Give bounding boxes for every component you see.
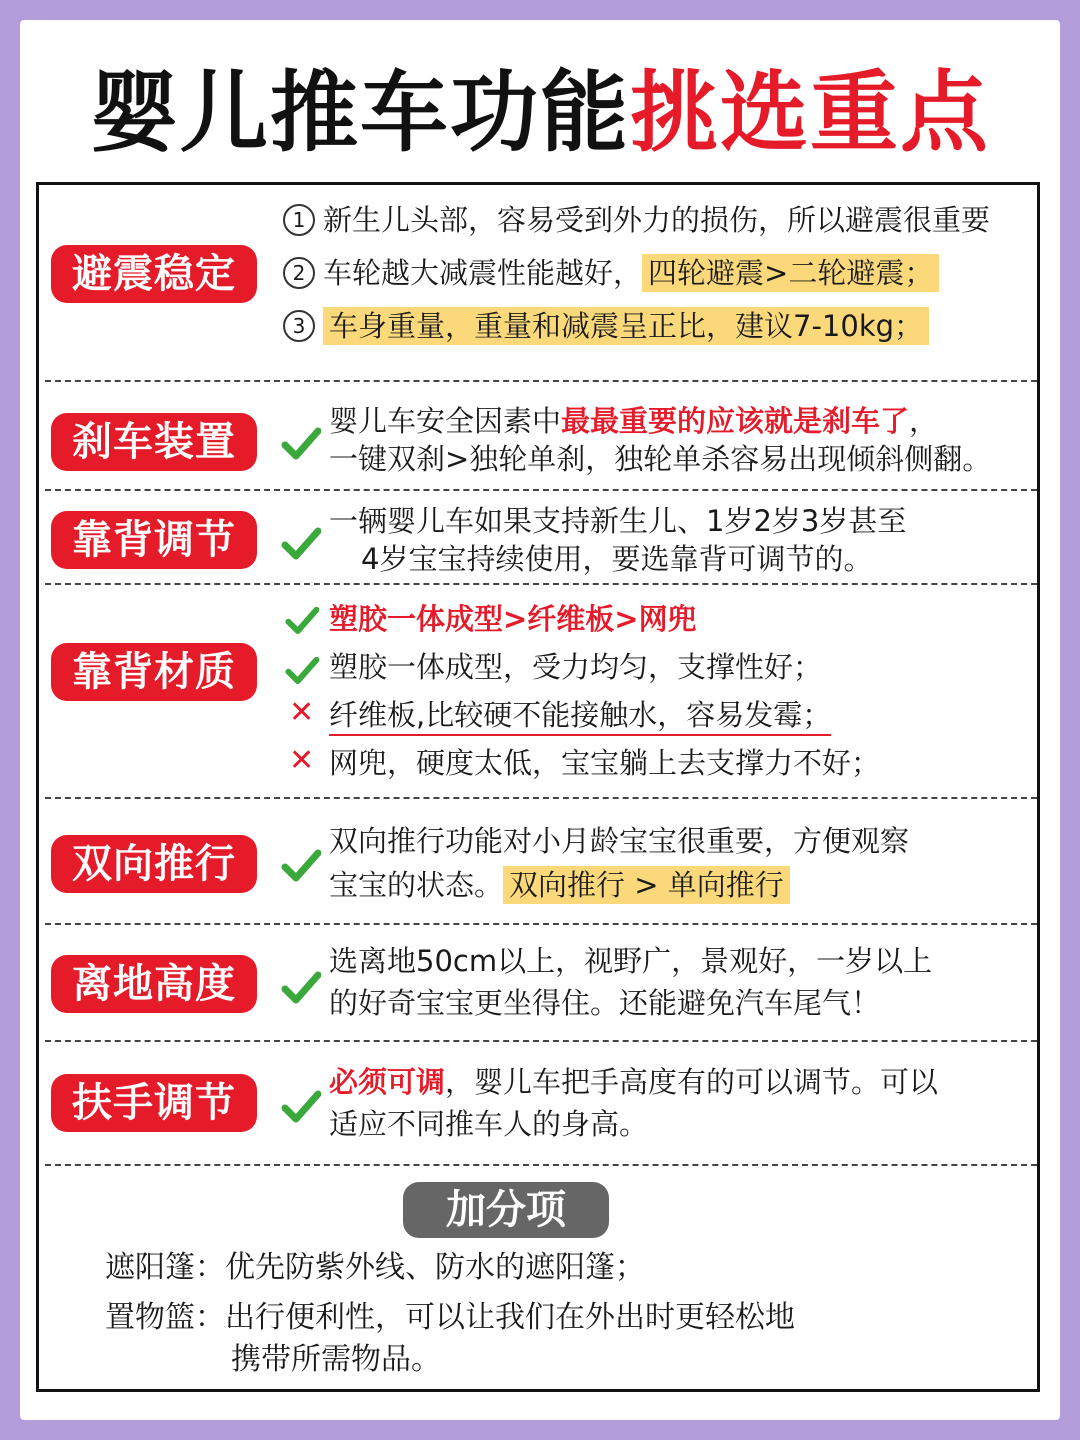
label-backrest-adjust: 靠背调节: [51, 511, 257, 569]
number-3-icon: 3: [283, 310, 315, 342]
check-icon: [281, 523, 321, 563]
label-two-way: 双向推行: [51, 835, 257, 893]
divider: [45, 797, 1037, 799]
divider: [45, 1164, 1037, 1166]
divider: [45, 583, 1037, 585]
handle-line-1: 必须可调，婴儿车把手高度有的可以调节。可以: [329, 1065, 939, 1099]
divider: [45, 1040, 1037, 1042]
backrest-adjust-line-2: 4岁宝宝持续使用，要选靠背可调节的。: [361, 542, 873, 576]
label-shock: 避震稳定: [51, 245, 257, 303]
cross-icon: ✕: [289, 743, 315, 778]
shock-item-2: 2 车轮越大减震性能越好， 四轮避震>二轮避震；: [283, 253, 939, 293]
bonus-sunshade: 遮阳篷：优先防紫外线、防水的遮阳篷；: [105, 1250, 645, 1285]
number-2-icon: 2: [283, 257, 315, 289]
title-black: 婴儿推车功能: [89, 61, 630, 164]
page-title: [20, 58, 1060, 168]
highlight-four-wheel: 四轮避震>二轮避震；: [642, 254, 939, 292]
bonus-basket-cont: 携带所需物品。: [231, 1342, 441, 1377]
check-icon: [281, 423, 321, 463]
two-way-line-1: 双向推行功能对小月龄宝宝很重要，方便观察: [329, 824, 910, 858]
label-handle: 扶手调节: [51, 1074, 257, 1132]
cross-icon: ✕: [289, 695, 315, 730]
highlight-two-way: 双向推行 > 单向推行: [503, 866, 790, 904]
poster-page: [20, 20, 1060, 1420]
bonus-label: 加分项: [403, 1182, 609, 1238]
label-brake: 刹车装置: [51, 413, 257, 471]
check-icon: [285, 603, 319, 637]
backrest-adjust-line-1: 一辆婴儿车如果支持新生儿、1岁2岁3岁甚至: [329, 504, 907, 538]
bonus-basket: 置物篮：出行便利性，可以让我们在外出时更轻松地: [105, 1300, 795, 1335]
height-line-2: 的好奇宝宝更坐得住。还能避免汽车尾气！: [329, 986, 881, 1020]
title-red: 挑选重点: [630, 61, 991, 164]
divider: [45, 380, 1037, 382]
shock-item-3: [283, 306, 929, 346]
material-mesh: 网兜，硬度太低，宝宝躺上去支撑力不好；: [329, 746, 881, 780]
divider: [45, 489, 1037, 491]
height-line-1: 选离地50cm以上，视野广，景观好，一岁以上: [329, 944, 933, 978]
brake-line-2: 一键双刹>独轮单刹，独轮单杀容易出现倾斜侧翻。: [329, 442, 992, 476]
material-fiberboard: 纤维板,比较硬不能接触水，容易发霉；: [329, 695, 831, 735]
two-way-line-2: 宝宝的状态。 双向推行 > 单向推行: [329, 865, 790, 905]
check-icon: [281, 845, 321, 885]
label-backrest-material: 靠背材质: [51, 643, 257, 701]
divider: [45, 923, 1037, 925]
check-icon: [281, 967, 321, 1007]
check-icon: [281, 1086, 321, 1126]
check-icon: [285, 653, 319, 687]
shock-item-1: 1 新生儿头部，容易受到外力的损伤，所以避震很重要: [283, 200, 990, 240]
number-1-icon: 1: [283, 204, 315, 236]
material-ranking: 塑胶一体成型>纤维板>网兜: [329, 602, 697, 636]
brake-line-1: 婴儿车安全因素中最最重要的应该就是刹车了，: [329, 404, 939, 438]
highlight-weight: 车身重量，重量和减震呈正比，建议7-10kg；: [323, 307, 929, 345]
label-height: 离地高度: [51, 955, 257, 1013]
material-plastic: 塑胶一体成型，受力均匀，支撑性好；: [329, 650, 823, 684]
handle-line-2: 适应不同推车人的身高。: [329, 1107, 649, 1141]
content-box: [36, 182, 1040, 1392]
